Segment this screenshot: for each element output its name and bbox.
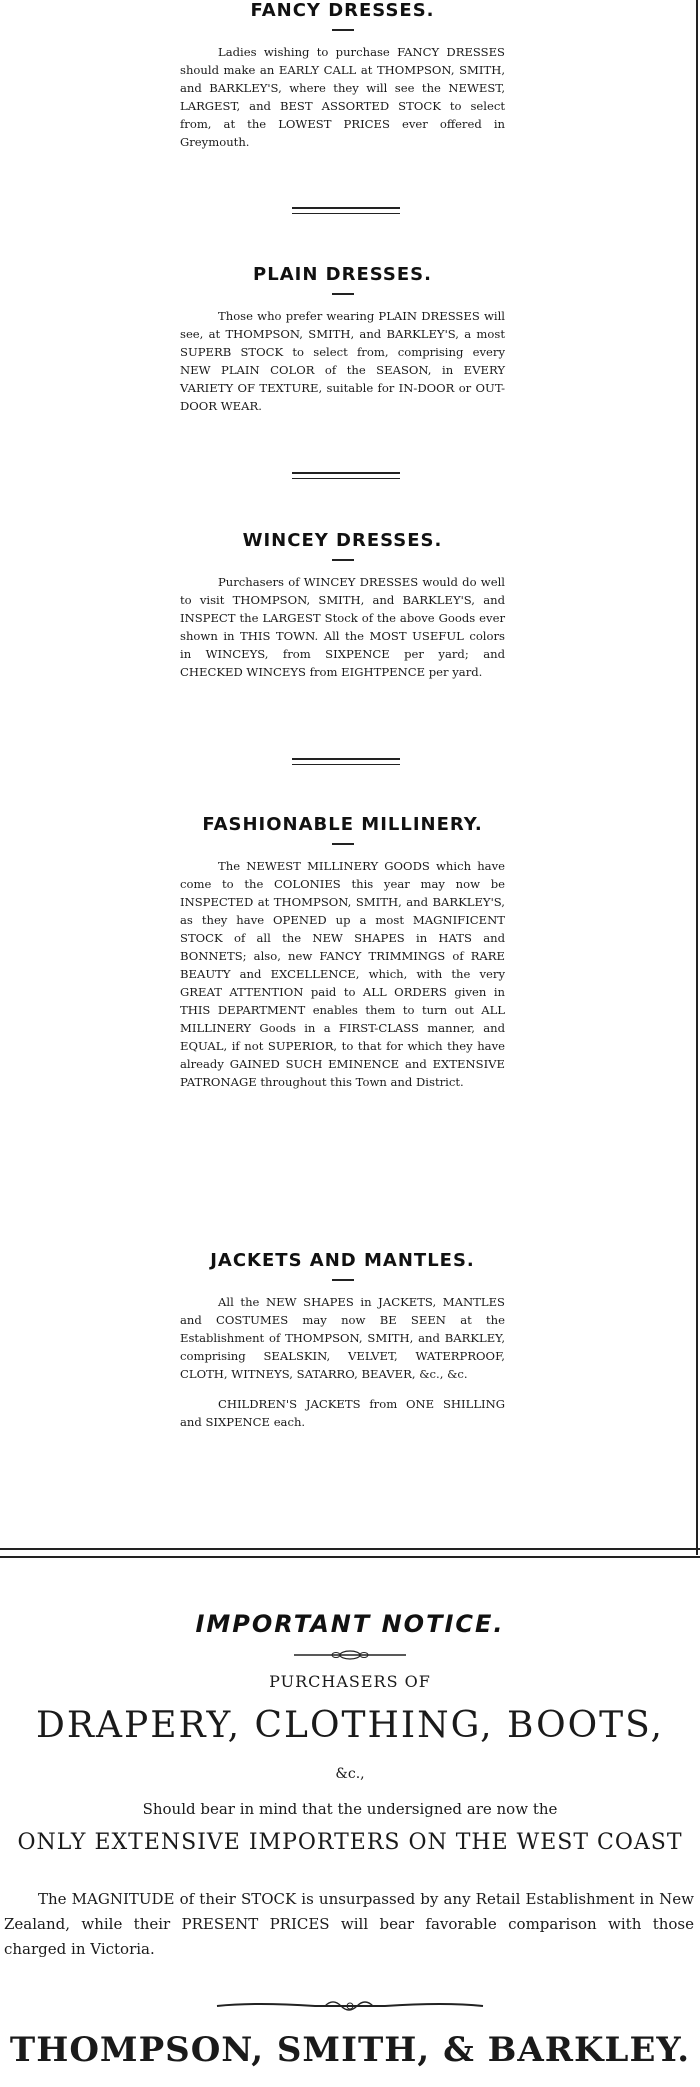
section-fancy-dresses (180, 0, 505, 151)
heading-dash (332, 559, 354, 561)
section-body: Those who prefer wearing PLAIN DRESSES will see, at THOMPSON, SMITH, and BARKLEY'S, a most SUPERB STOCK to select from, comprising every NEW PLAIN COLOR of the SEASON, in EVERY VARIETY OF TEXTURE, suitable for IN-DOOR or OUT-DOOR WEAR. (180, 309, 505, 413)
section-body: All the NEW SHAPES in JACKETS, MANTLES and COSTUMES may now BE SEEN at the Establishment of THOMPSON, SMITH, and BARKLEY, comprising SEALSKIN, VELVET, WATERPROOF, CLOTH, WITNEYS, SATARRO, BEAVER, &c., &c. (180, 1295, 505, 1381)
section-jackets-and-mantles (180, 1250, 505, 1431)
section-heading: WINCEY DRESSES. (242, 530, 443, 551)
section-heading: PLAIN DRESSES. (253, 264, 432, 285)
section-body-children: CHILDREN'S JACKETS from ONE SHILLING and SIXPENCE each. (180, 1397, 505, 1429)
section-divider (292, 758, 400, 765)
magnitude-paragraph: The MAGNITUDE of their STOCK is unsurpassed by any Retail Establishment in New Zealand, while their PRESENT PRICES will bear favorable comparison with those charged in Victoria. (4, 1890, 694, 1958)
section-body: Purchasers of WINCEY DRESSES would do well to visit THOMPSON, SMITH, and BARKLEY'S, and INSPECT the LARGEST Stock of the above Goods ever shown in THIS TOWN. All the MOST USEFUL colors in WINCEYS, from SIXPENCE per yard; and CHECKED WINCEYS from EIGHTPENCE per yard. (180, 575, 505, 679)
ornament-divider-icon (290, 1648, 410, 1662)
heading-dash (332, 1279, 354, 1281)
section-plain-dresses (180, 264, 505, 415)
section-divider (292, 472, 400, 479)
bear-in-mind-line: Should bear in mind that the undersigned are now the (142, 1800, 558, 1818)
heading-dash (332, 293, 354, 295)
notice-top-rule (0, 1548, 700, 1558)
goods-headline: DRAPERY, CLOTHING, BOOTS, (36, 1705, 664, 1746)
notice-title: IMPORTANT NOTICE. (195, 1610, 505, 1638)
section-heading: FASHIONABLE MILLINERY. (202, 814, 483, 835)
section-divider (292, 207, 400, 214)
heading-dash (332, 843, 354, 845)
section-wincey-dresses (180, 530, 505, 681)
heading-dash (332, 29, 354, 31)
section-heading: JACKETS AND MANTLES. (210, 1250, 475, 1271)
flourish-divider-icon (215, 1998, 485, 2014)
signature-firm-name: THOMPSON, SMITH, & BARKLEY. (9, 2030, 691, 2070)
etc-line: &c., (335, 1766, 365, 1782)
importers-headline: ONLY EXTENSIVE IMPORTERS ON THE WEST COAST (17, 1830, 683, 1855)
section-body: The NEWEST MILLINERY GOODS which have come to the COLONIES this year may now be INSPECTED at THOMPSON, SMITH, and BARKLEY'S, as they have OPENED up a most MAGNIFICENT STOCK of all the NEW SHAPES in HATS and BONNETS; also, new FANCY TRIMMINGS of RARE BEAUTY and EXCELLENCE, which, with the very GREAT ATTENTION paid to ALL ORDERS given in THIS DEPARTMENT enables them to turn out ALL MILLINERY Goods in a FIRST-CLASS manner, and EQUAL, if not SUPERIOR, to that for which they have already GAINED SUCH EMINENCE and EXTENSIVE PATRONAGE throughout this Town and District. (180, 859, 505, 1089)
section-fashionable-millinery (180, 814, 505, 1091)
section-heading: FANCY DRESSES. (250, 0, 435, 21)
purchasers-line: PURCHASERS OF (269, 1672, 431, 1691)
section-body: Ladies wishing to purchase FANCY DRESSES should make an EARLY CALL at THOMPSON, SMITH, and BARKLEY'S, where they will see the NEWEST, LARGEST, and BEST ASSORTED STOCK to select from, at the LOWEST PRICES ever offered in Greymouth. (180, 45, 505, 149)
right-column-rule (696, 0, 698, 1555)
